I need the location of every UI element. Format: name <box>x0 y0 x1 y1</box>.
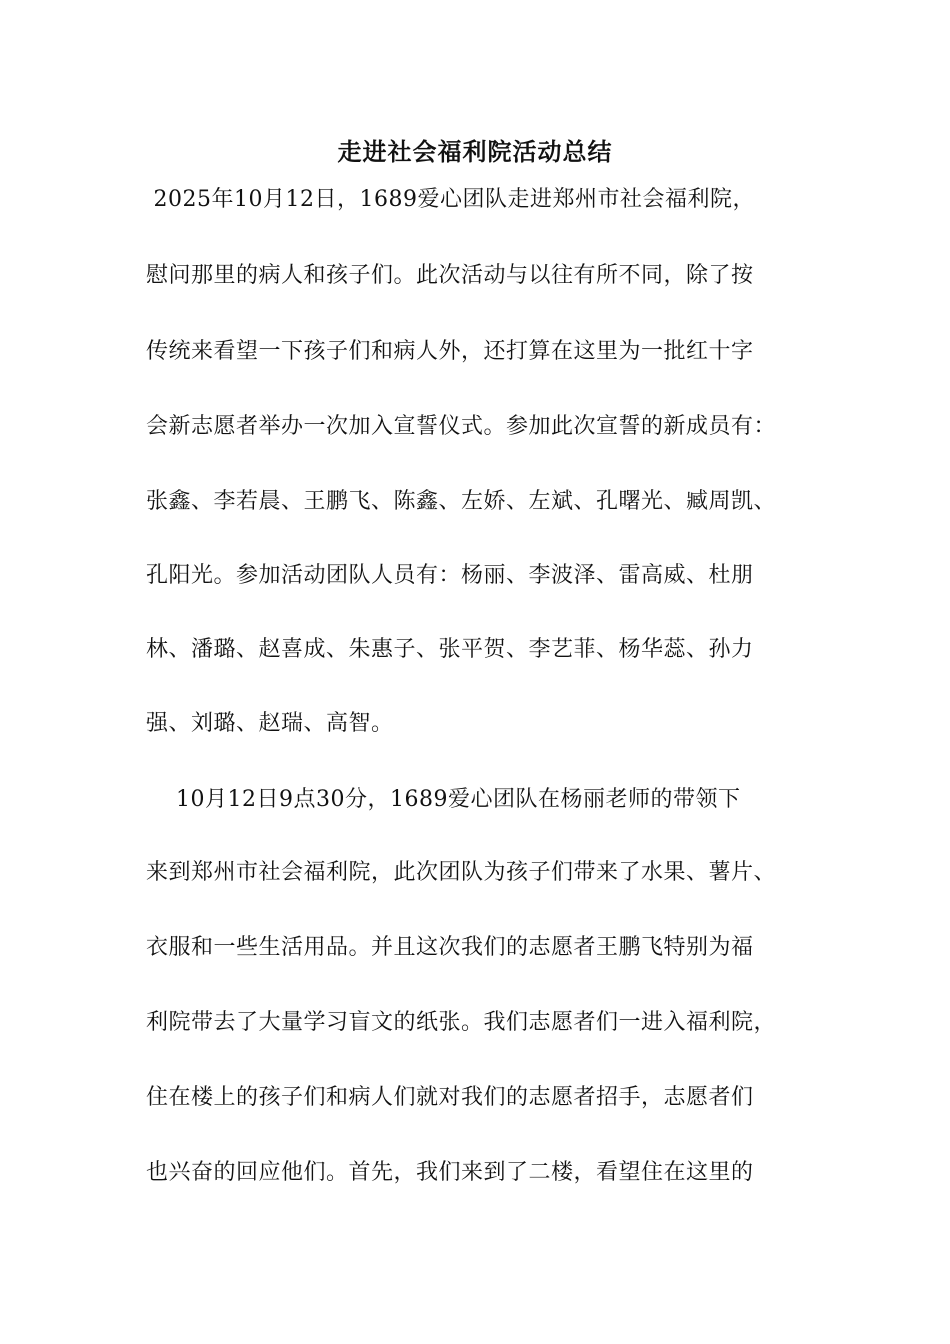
text-line-8: 强、刘璐、赵瑞、高智。 <box>146 711 394 736</box>
text-line-4: 会新志愿者举办一次加入宣誓仪式。参加此次宣誓的新成员有： <box>146 414 777 439</box>
text-line-14: 也兴奋的回应他们。首先，我们来到了二楼，看望住在这里的 <box>146 1160 754 1185</box>
text-line-6: 孔阳光。参加活动团队人员有：杨丽、李波泽、雷高威、杜朋 <box>146 563 754 588</box>
text-line-1: 2025年10月12日，1689爱心团队走进郑州市社会福利院， <box>146 187 755 212</box>
text-line-11: 衣服和一些生活用品。并且这次我们的志愿者王鹏飞特别为福 <box>146 935 754 960</box>
document-title: 走进社会福利院活动总结 <box>337 138 613 166</box>
text-line-13: 住在楼上的孩子们和病人们就对我们的志愿者招手，志愿者们 <box>146 1085 754 1110</box>
text-line-2: 慰问那里的病人和孩子们。此次活动与以往有所不同，除了按 <box>146 263 754 288</box>
text-line-10: 来到郑州市社会福利院，此次团队为孩子们带来了水果、薯片、 <box>146 860 777 885</box>
text-line-5: 张鑫、李若晨、王鹏飞、陈鑫、左娇、左斌、孔曙光、臧周凯、 <box>146 489 777 514</box>
text-line-9: 10月12日9点30分，1689爱心团队在杨丽老师的带领下 <box>146 787 741 812</box>
text-line-12: 利院带去了大量学习盲文的纸张。我们志愿者们一进入福利院， <box>146 1010 777 1035</box>
text-line-3: 传统来看望一下孩子们和病人外，还打算在这里为一批红十字 <box>146 339 754 364</box>
text-line-7: 林、潘璐、赵喜成、朱惠子、张平贺、李艺菲、杨华蕊、孙力 <box>146 637 754 662</box>
